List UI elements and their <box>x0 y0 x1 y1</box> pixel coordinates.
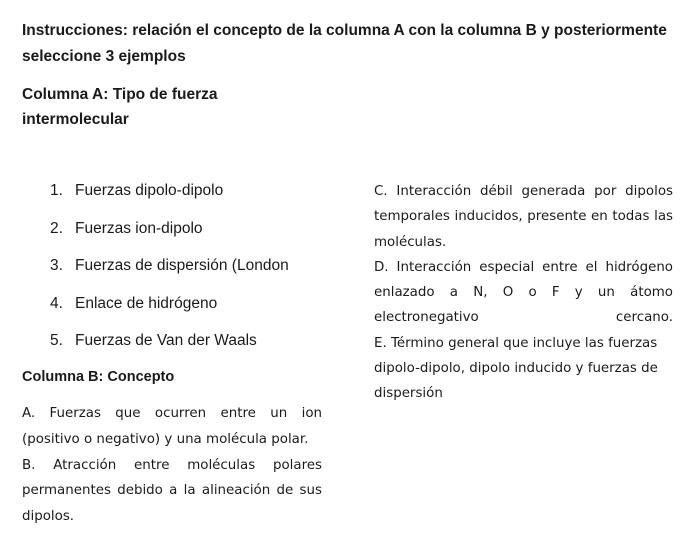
column-a-list <box>50 180 350 368</box>
column-b-heading: Columna B: Concepto <box>22 369 175 385</box>
column-b-definitions-left <box>22 401 322 530</box>
item-label: Enlace de hidrógeno <box>75 294 218 312</box>
item-number: 3. <box>50 257 63 274</box>
item-number: 5. <box>50 332 63 349</box>
item-number: 4. <box>50 294 63 312</box>
column-a-heading: Columna A: Tipo de fuerza intermolecular <box>22 86 218 128</box>
list-item <box>50 255 350 293</box>
definition-c: C. Interacción débil generada por dipolos temporales inducidos, presente en todas las moléculas. <box>374 184 673 250</box>
item-label: Fuerzas de Van der Waals <box>75 332 257 349</box>
definition-e: E. Término general que incluye las fuerzas dipolo-dipolo, dipolo inducido y fuerzas de dispersión <box>374 335 658 402</box>
column-b-definitions-right <box>374 179 673 407</box>
list-item <box>50 293 350 331</box>
item-number: 2. <box>50 219 63 237</box>
list-item <box>50 218 350 256</box>
item-label: Fuerzas de dispersión (London <box>75 257 289 274</box>
definition-a: A. Fuerzas que ocurren entre un ion (positivo o negativo) y una molécula polar. <box>22 406 322 447</box>
item-number: 1. <box>50 182 63 199</box>
list-item <box>50 330 350 368</box>
definition-b: B. Atracción entre moléculas polares permanentes debido a la alineación de sus dipolos. <box>22 457 322 525</box>
list-item <box>50 180 350 218</box>
item-label: Fuerzas ion-dipolo <box>75 219 203 237</box>
instructions: Instrucciones: relación el concepto de la columna A con la columna B y posteriormente seleccione 3 ejemplos <box>22 22 667 65</box>
definition-d: D. Interacción especial entre el hidrógeno enlazado a N, O o F y un átomo electronegativo cercano. <box>374 259 673 326</box>
item-label: Fuerzas dipolo-dipolo <box>75 182 224 199</box>
